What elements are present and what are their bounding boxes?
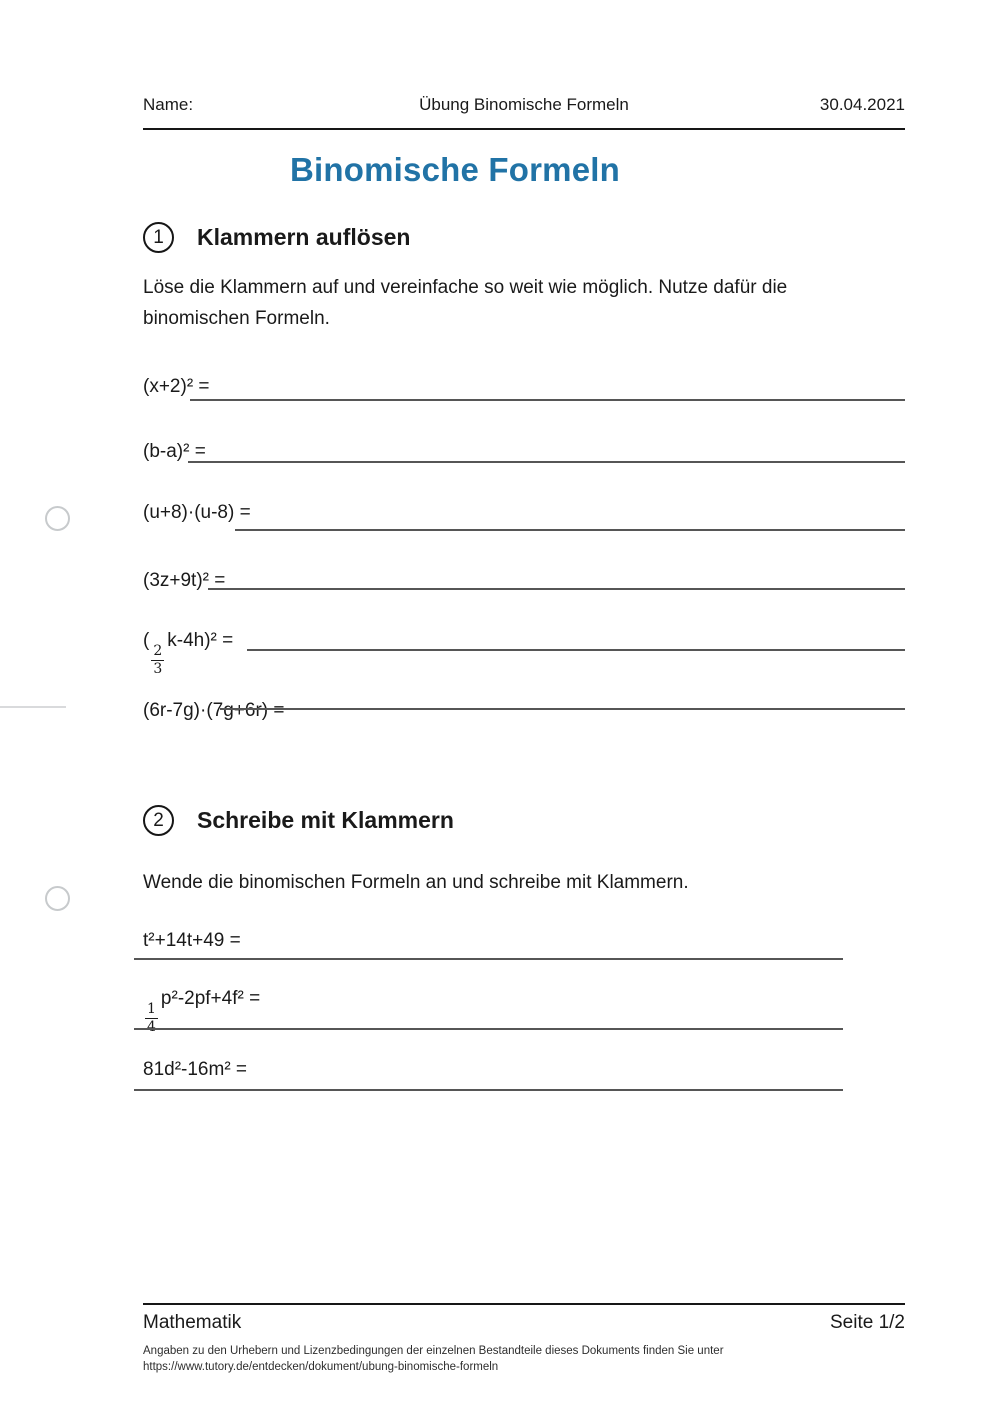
name-label: Name: (143, 95, 194, 114)
punch-mark-top (45, 506, 70, 531)
date-label: 30.04.2021 (819, 95, 905, 114)
problem-expression: k-4h)² = (167, 630, 234, 651)
answer-line (247, 649, 905, 651)
page-number: Seite 1/2 (830, 1312, 905, 1333)
license-line-1: Angaben zu den Urhebern und Lizenzbedingungen der einzelnen Bestandteile dieses Dokuments finden Sie unter (143, 1345, 724, 1357)
problem-expression-prefix: ( (143, 630, 150, 651)
section-1-instruction: Löse die Klammern auf und vereinfache so weit wie möglich. Nutze dafür die binomischen Formeln. (143, 277, 788, 329)
answer-line (235, 529, 905, 531)
section-2-number-badge: 2 (143, 805, 174, 836)
section-1-heading: Klammern auflösen (197, 224, 411, 250)
section-1-header (143, 222, 410, 253)
answer-line (190, 399, 905, 401)
problem-expression: t²+14t+49 = (143, 930, 241, 951)
answer-line (134, 958, 843, 960)
problem-expression: (u+8)·(u-8) = (143, 502, 251, 523)
problem-row (143, 1059, 247, 1081)
problem-expression: p²-2pf+4f² = (160, 988, 261, 1009)
section-2-heading: Schreibe mit Klammern (197, 807, 454, 833)
page-header (143, 95, 905, 115)
fraction-numerator: 2 (153, 643, 163, 659)
fraction-denominator: 3 (153, 661, 163, 677)
problem-expression: (b-a)² = (143, 441, 206, 462)
answer-line (220, 708, 905, 710)
license-line-2: https://www.tutory.de/entdecken/dokument/ubung-binomische-formeln (143, 1361, 499, 1373)
page-title: Binomische Formeln (290, 151, 620, 188)
answer-line (134, 1028, 843, 1030)
fraction (151, 644, 164, 676)
fraction-numerator: 1 (147, 1001, 156, 1017)
problem-row (143, 700, 285, 722)
fold-mark (0, 706, 66, 708)
problem-expression: (6r-7g)·(7g+6r) = (143, 700, 285, 721)
punch-mark-bottom (45, 886, 70, 911)
problem-row (143, 930, 241, 952)
header-rule (143, 128, 905, 130)
problem-expression: (x+2)² = (143, 376, 210, 397)
section-2-header (143, 805, 454, 836)
page-footer (143, 1312, 905, 1334)
subject-label: Mathematik (143, 1312, 242, 1333)
answer-line (208, 588, 905, 590)
fraction-denominator: 4 (147, 1019, 156, 1035)
footer-rule (143, 1303, 905, 1305)
section-1-number-badge: 1 (143, 222, 174, 253)
document-title: Übung Binomische Formeln (419, 95, 629, 114)
problem-expression: (3z+9t)² = (143, 570, 226, 591)
section-2-instruction: Wende die binomischen Formeln an und schreibe mit Klammern. (143, 872, 689, 893)
answer-line (188, 461, 905, 463)
answer-line (134, 1089, 843, 1091)
problem-row (143, 630, 233, 676)
problem-row (143, 502, 251, 524)
license-text (143, 1343, 913, 1375)
problem-row (143, 376, 210, 398)
problem-expression: 81d²-16m² = (143, 1059, 248, 1080)
problem-row (143, 441, 206, 463)
